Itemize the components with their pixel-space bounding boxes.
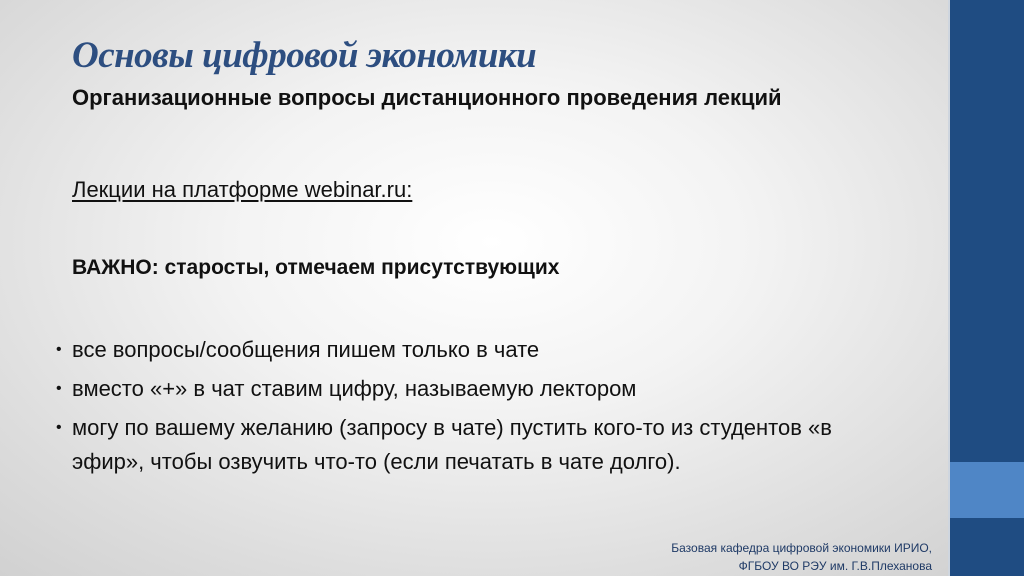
footer-line-department: Базовая кафедра цифровой экономики ИРИО,	[671, 541, 932, 555]
bullet-icon: •	[56, 341, 62, 358]
slide-subtitle: Организационные вопросы дистанционного проведения лекций	[72, 85, 782, 110]
bullet-list	[54, 333, 874, 484]
bullet-item	[54, 411, 874, 479]
side-accent-block	[950, 462, 1024, 518]
slide-title: Основы цифровой экономики	[72, 35, 537, 76]
bullet-item	[54, 372, 874, 406]
bullet-text: вместо «+» в чат ставим цифру, называемую лектором	[72, 376, 637, 401]
bullet-item	[54, 333, 874, 367]
bullet-text: все вопросы/сообщения пишем только в чате	[72, 337, 540, 362]
bullet-text: могу по вашему желанию (запросу в чате) пустить кого-то из студентов «в эфир», чтобы озвучить что-то (если печатать в чате долго).	[72, 415, 832, 474]
platform-line: Лекции на платформе webinar.ru:	[72, 177, 413, 202]
bullet-icon: •	[56, 419, 62, 436]
footer	[671, 539, 932, 575]
footer-line-university: ФГБОУ ВО РЭУ им. Г.В.Плеханова	[738, 559, 932, 573]
bullet-icon: •	[56, 380, 62, 397]
important-notice: ВАЖНО: старосты, отмечаем присутствующих	[72, 256, 560, 279]
